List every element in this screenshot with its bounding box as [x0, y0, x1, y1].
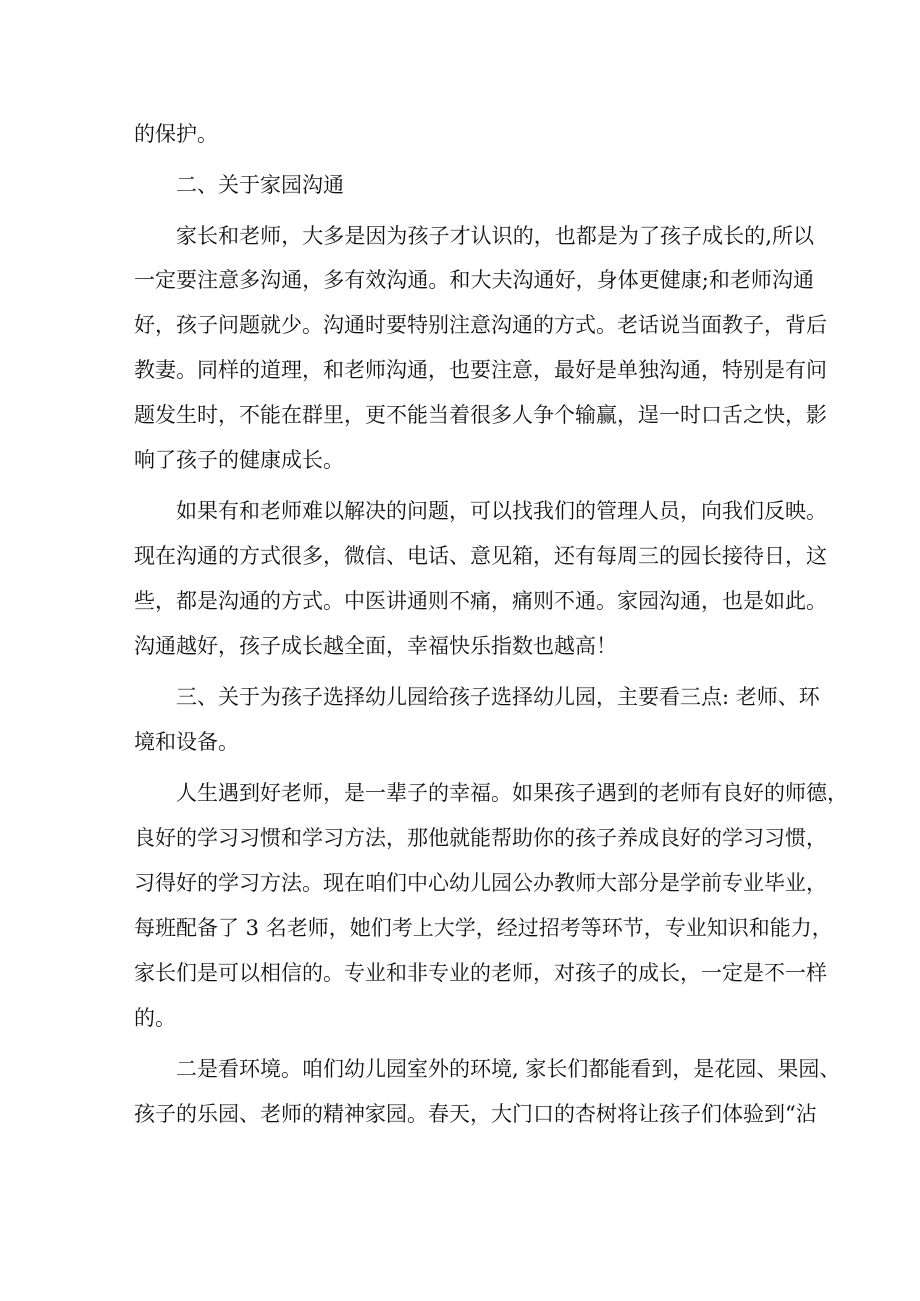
paragraph-line: 题发生时，不能在群里，更不能当着很多人争个输赢，逞一时口舌之快，影	[134, 403, 827, 427]
section-heading: 境和设备。	[134, 730, 239, 754]
paragraph-line: 好，孩子问题就少。沟通时要特别注意沟通的方式。老话说当面教子，背后	[134, 313, 827, 337]
paragraph-line: 二是看环境。咱们幼儿园室外的环境, 家长们都能看到，是花园、果园、	[176, 1057, 841, 1081]
paragraph-line: 沟通越好，孩子成长越全面，幸福快乐指数也越高！	[134, 634, 617, 658]
paragraph-line: 一定要注意多沟通，多有效沟通。和大夫沟通好，身体更健康;和老师沟通	[134, 268, 814, 292]
paragraph-line: 的保护。	[134, 122, 218, 146]
paragraph-line: 些，都是沟通的方式。中医讲通则不痛，痛则不通。家园沟通，也是如此。	[134, 589, 827, 613]
paragraph-line: 孩子的乐园、老师的精神家园。春天，大门口的杏树将让孩子们体验到“沾	[134, 1102, 817, 1126]
paragraph-line: 习得好的学习方法。现在咱们中心幼儿园公办教师大部分是学前专业毕业，	[134, 871, 827, 895]
paragraph-line: 响了孩子的健康成长。	[134, 448, 344, 472]
paragraph-line: 的。	[134, 1006, 176, 1030]
paragraph-line: 良好的学习习惯和学习方法，那他就能帮助你的孩子养成良好的学习习惯，	[134, 826, 827, 850]
section-heading: 三、关于为孩子选择幼儿园给孩子选择幼儿园，主要看三点: 老师、环	[176, 685, 820, 709]
paragraph-line: 家长和老师，大多是因为孩子才认识的，也都是为了孩子成长的,所以	[176, 224, 814, 248]
section-heading: 二、关于家园沟通	[176, 173, 344, 197]
paragraph-line: 每班配备了 3 名老师，她们考上大学，经过招考等环节，专业知识和能力，	[134, 916, 833, 940]
paragraph-line: 人生遇到好老师，是一辈子的幸福。如果孩子遇到的老师有良好的师德，	[176, 781, 848, 805]
paragraph-line: 家长们是可以相信的。专业和非专业的老师，对孩子的成长，一定是不一样	[134, 961, 827, 985]
paragraph-line: 现在沟通的方式很多，微信、电话、意见箱，还有每周三的园长接待日，这	[134, 544, 827, 568]
paragraph-line: 教妻。同样的道理，和老师沟通，也要注意，最好是单独沟通，特别是有问	[134, 358, 827, 382]
paragraph-line: 如果有和老师难以解决的问题，可以找我们的管理人员，向我们反映。	[176, 499, 827, 523]
